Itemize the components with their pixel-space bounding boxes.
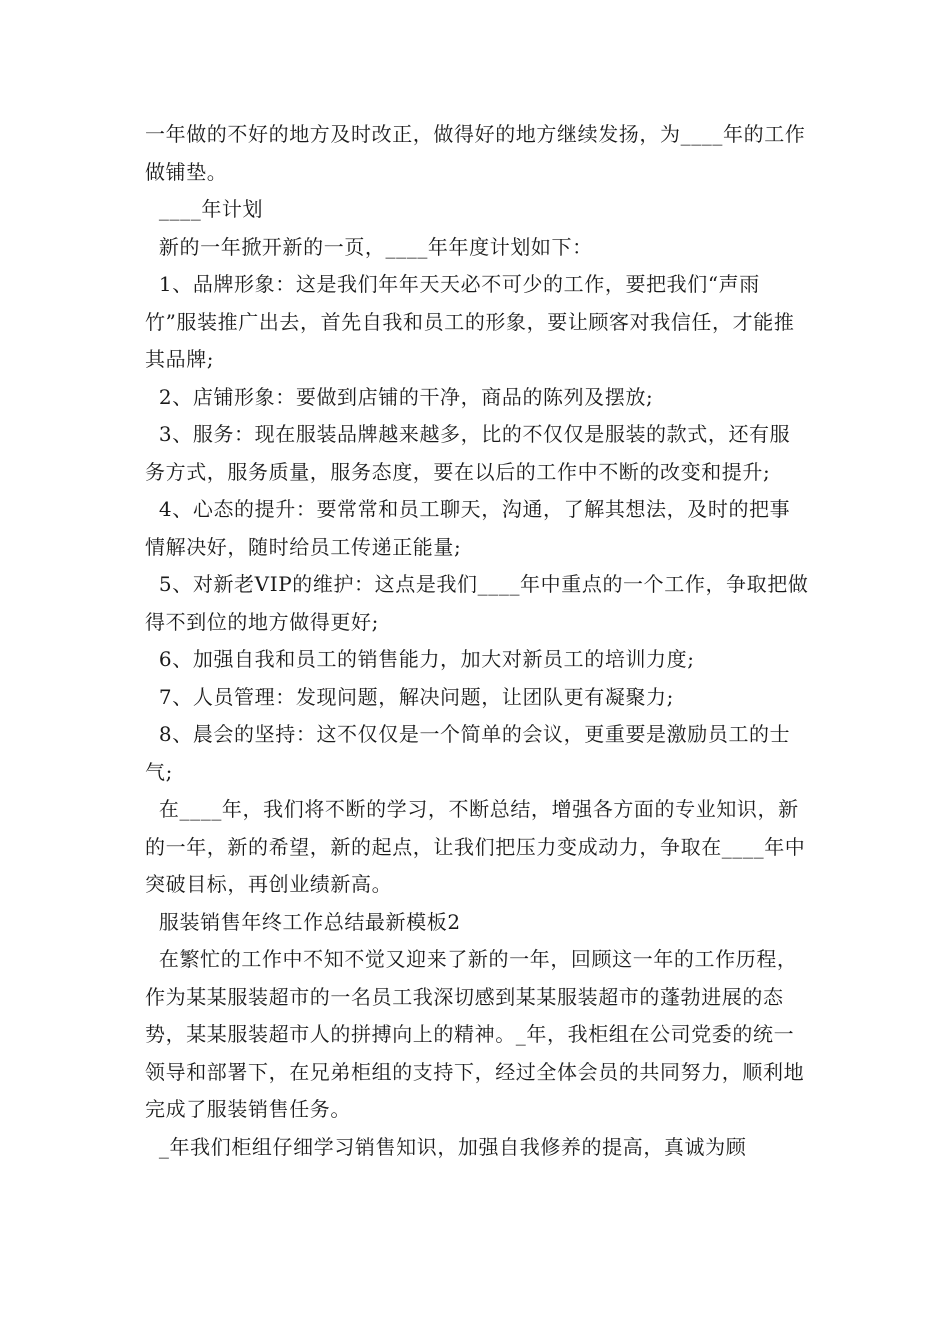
paragraph: 一年做的不好的地方及时改正，做得好的地方继续发扬，为____年的工作做铺垫。	[145, 122, 806, 184]
list-item: 6、加强自我和员工的销售能力，加大对新员工的培训力度;	[145, 647, 695, 671]
section-title: 服装销售年终工作总结最新模板2	[145, 909, 461, 934]
list-item: 7、人员管理：发现问题，解决问题，让团队更有凝聚力;	[145, 684, 674, 709]
paragraph: 在____年，我们将不断的学习，不断总结，增强各方面的专业知识，新的一年，新的希望，新的起点，让我们把压力变成动力，争取在____年中突破目标，再创业绩新高。	[145, 797, 806, 896]
list-item: 1、品牌形象：这是我们年年天天必不可少的工作，要把我们“声雨竹”服装推广出去，首先自我和员工的形象，要让顾客对我信任，才能推其品牌;	[145, 272, 795, 371]
document-body	[145, 116, 810, 1166]
list-item: 8、晨会的坚持：这不仅仅是一个简单的会议，更重要是激励员工的士气;	[145, 722, 791, 784]
paragraph: _年我们柜组仔细学习销售知识，加强自我修养的提高，真诚为顾	[145, 1134, 747, 1159]
plan-heading: ____年计划	[145, 197, 264, 221]
list-item: 4、心态的提升：要常常和员工聊天，沟通，了解其想法，及时的把事情解决好，随时给员工传递正能量;	[145, 497, 791, 559]
list-item: 3、服务：现在服装品牌越来越多，比的不仅仅是服装的款式，还有服务方式，服务质量，服务态度，要在以后的工作中不断的改变和提升;	[145, 422, 791, 484]
paragraph: 在繁忙的工作中不知不觉又迎来了新的一年，回顾这一年的工作历程，作为某某服装超市的一名员工我深切感到某某服装超市的蓬勃进展的态势，某某服装超市人的拼搏向上的精神。_年，我柜组在公司党委的统一领导和部署下，在兄弟柜组的支持下，经过全体会员的共同努力，顺利地完成了服装销售任务。	[145, 947, 805, 1121]
paragraph: 新的一年掀开新的一页，____年年度计划如下：	[145, 234, 593, 259]
list-item: 5、对新老VIP的维护：这点是我们____年中重点的一个工作，争取把做得不到位的地方做得更好;	[145, 572, 809, 634]
list-item: 2、店铺形象：要做到店铺的干净，商品的陈列及摆放;	[145, 384, 654, 409]
